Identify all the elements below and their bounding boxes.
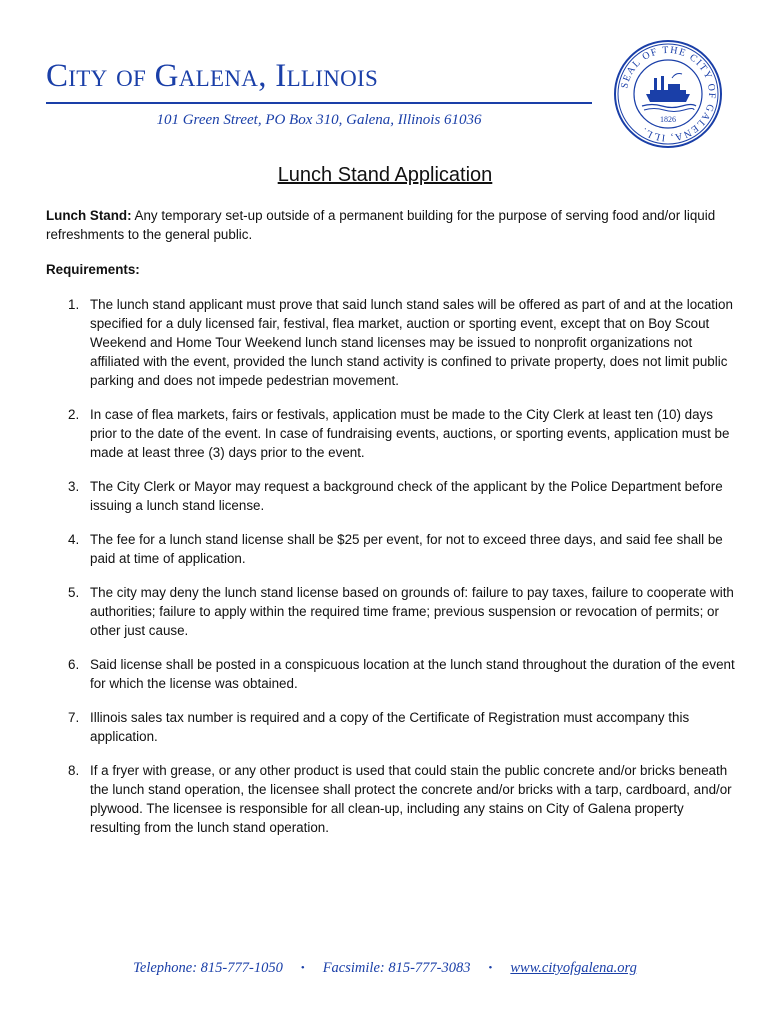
requirement-text: Illinois sales tax number is required and a copy of the Certificate of Registration must accompany this application. — [90, 710, 690, 744]
requirement-item — [46, 405, 736, 462]
lunch-stand-definition — [46, 206, 736, 244]
requirements-heading: Requirements: — [46, 262, 140, 277]
requirement-text: The fee for a lunch stand license shall be $25 per event, for not to exceed three days, and said fee shall be paid at time of application. — [90, 532, 723, 566]
requirement-text: If a fryer with grease, or any other product is used that could stain the public concrete and/or bricks beneath the lunch stand operation, the licensee shall protect the concrete and/or bricks with a tarp, cardboard, and/or plywood. The licensee is responsible for all clean-up, including any stains on City of Galena property resulting from the lunch stand operation. — [90, 763, 732, 835]
requirement-number: 8. — [68, 763, 80, 778]
seal-year: 1826 — [660, 115, 676, 124]
requirement-number: 3. — [68, 479, 80, 494]
requirements-list — [46, 295, 736, 837]
document-title: Lunch Stand Application — [277, 164, 493, 186]
requirement-item — [46, 295, 736, 390]
website-link[interactable]: www.cityofgalena.org — [510, 960, 637, 976]
requirement-item — [46, 583, 736, 640]
city-name-heading: City of Galena, Illinois — [46, 58, 379, 94]
requirement-number: 7. — [68, 710, 80, 725]
header-divider — [46, 102, 592, 104]
definition-text: Any temporary set-up outside of a permanent building for the purpose of serving food and/or liquid refreshments to the general public. — [46, 208, 716, 242]
requirement-text: In case of flea markets, fairs or festivals, application must be made to the City Clerk at least ten (10) days prior to the date of the event. In case of fundraising events, auctions, or sporting events, application must be made at least three (3) days prior to the event. — [90, 407, 730, 460]
requirement-number: 5. — [68, 585, 80, 600]
requirement-number: 1. — [68, 297, 80, 312]
requirement-text: Said license shall be posted in a conspicuous location at the lunch stand throughout the duration of the event for which the license was obtained. — [90, 657, 735, 691]
requirement-item — [46, 477, 736, 515]
facsimile-number: Facsimile: 815-777-3083 — [322, 960, 471, 976]
document-body — [46, 206, 736, 852]
requirement-item — [46, 530, 736, 568]
requirement-number: 2. — [68, 407, 80, 422]
requirement-text: The city may deny the lunch stand license based on grounds of: failure to pay taxes, failure to cooperate with authorities; failure to apply within the required time frame; previous suspension or revocation of permits; or other just cause. — [90, 585, 734, 638]
svg-text:SEAL OF THE CITY OF GALENA, IL: SEAL OF THE CITY OF GALENA, ILL. — [619, 44, 718, 144]
footer-separator: • — [488, 962, 493, 974]
requirement-item — [46, 761, 736, 837]
telephone-number: Telephone: 815-777-1050 — [133, 960, 283, 976]
requirement-text: The lunch stand applicant must prove that said lunch stand sales will be offered as part of and at the location specified for a duly licensed fair, festival, flea market, auction or sporting event, except that on Boy Scout Weekend and Home Tour Weekend lunch stand licenses may be issued to nonprofit organizations not affiliated with the event, provided the lunch stand activity is confined to private property, does not limit public parking and does not impede pedestrian movement. — [90, 297, 733, 388]
requirement-number: 4. — [68, 532, 80, 547]
steamboat-icon — [642, 74, 696, 112]
requirement-item — [46, 708, 736, 746]
city-seal-logo — [612, 38, 724, 150]
requirement-number: 6. — [68, 657, 80, 672]
footer-separator: • — [300, 962, 305, 974]
requirement-text: The City Clerk or Mayor may request a background check of the applicant by the Police Department before issuing a lunch stand license. — [90, 479, 723, 513]
city-address: 101 Green Street, PO Box 310, Galena, Illinois 61036 — [156, 112, 482, 128]
requirement-item — [46, 655, 736, 693]
definition-term: Lunch Stand: — [46, 208, 132, 223]
contact-footer — [0, 960, 770, 977]
